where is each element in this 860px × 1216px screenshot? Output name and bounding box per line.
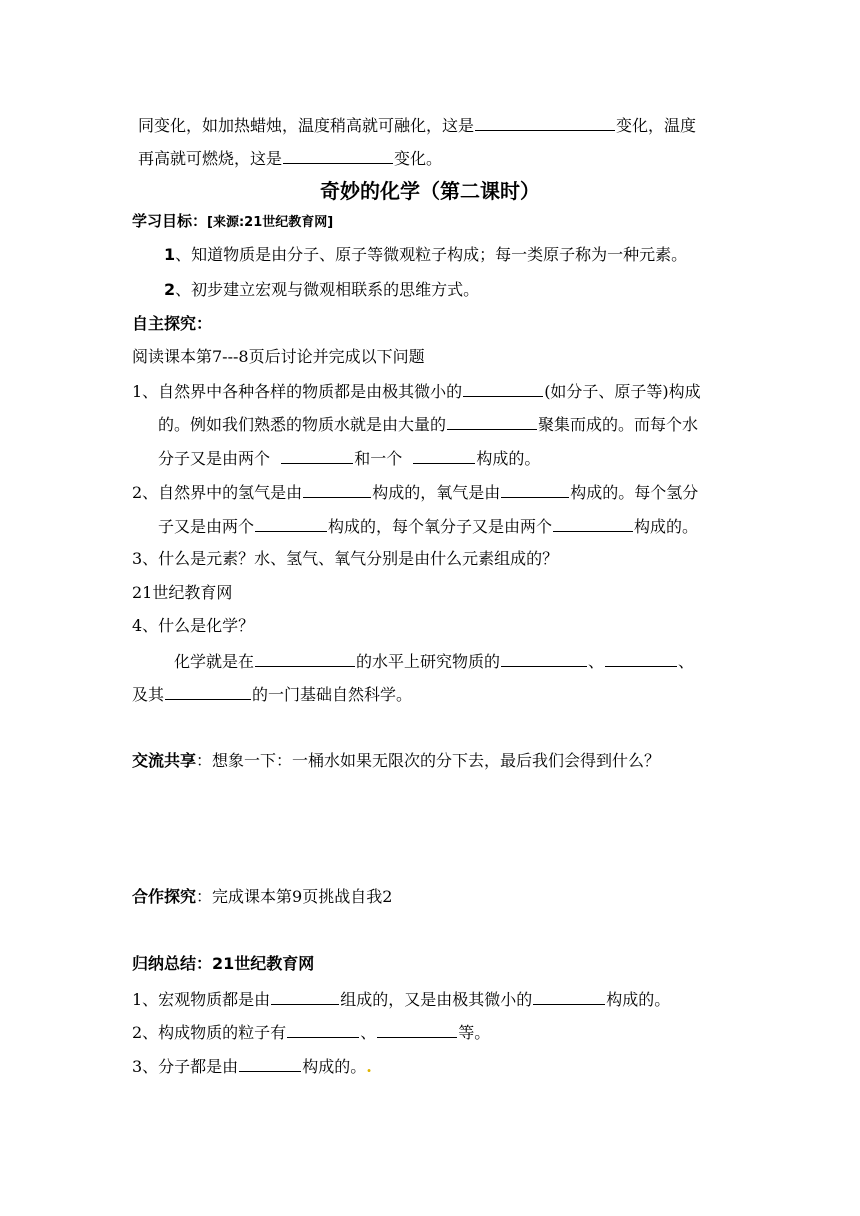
intro-text: 变化，温度 <box>616 116 697 135</box>
intro-line-2 <box>138 147 442 170</box>
summary-item-1 <box>132 988 670 1011</box>
question-text: 构成的。 <box>634 517 699 536</box>
question-text: 构成的，氧气是由 <box>372 483 501 502</box>
question-text: 2、自然界中的氢气是由 <box>132 483 303 502</box>
question-text: 子又是由两个 <box>158 517 255 536</box>
question-text: 的水平上研究物质的 <box>356 652 501 671</box>
source-note: [来源:21世纪教育网] <box>207 215 334 230</box>
question-4-line-1 <box>174 650 694 673</box>
objective-number: 1 <box>164 245 176 264</box>
question-text: 、 <box>588 652 605 671</box>
question-text: 分子又是由两个 <box>158 449 271 468</box>
question-2-line-2 <box>158 515 698 538</box>
question-1-line-3 <box>158 447 540 470</box>
summary-text: 3、分子都是由 <box>132 1057 239 1076</box>
question-3: 3、什么是元素？水、氢气、氧气分别是由什么元素组成的？ <box>132 549 559 568</box>
answer-blank[interactable] <box>239 1055 301 1072</box>
answer-blank[interactable] <box>303 481 371 498</box>
share-section <box>132 750 660 772</box>
summary-text: 组成的，又是由极其微小的 <box>340 990 533 1009</box>
answer-blank[interactable] <box>283 147 393 164</box>
summary-text: 等。 <box>458 1023 491 1042</box>
question-text: 的一门基础自然科学。 <box>252 685 413 704</box>
share-text: ：想象一下：一桶水如果无限次的分下去，最后我们会得到什么？ <box>196 751 661 770</box>
answer-blank[interactable] <box>501 481 569 498</box>
cooperate-heading: 合作探究 <box>132 887 197 906</box>
answer-blank[interactable] <box>605 650 677 667</box>
question-2-line-1 <box>132 481 698 504</box>
explore-instruction: 阅读课本第7---8页后讨论并完成以下问题 <box>132 347 425 366</box>
question-1-line-1 <box>132 380 701 403</box>
objectives-heading: 学习目标： <box>132 212 208 230</box>
answer-blank[interactable] <box>255 515 327 532</box>
intro-line-1 <box>138 114 696 137</box>
summary-text: 2、构成物质的粒子有 <box>132 1023 287 1042</box>
objective-text: 、初步建立宏观与微观相联系的思维方式。 <box>175 280 480 299</box>
answer-blank[interactable] <box>413 447 475 464</box>
summary-item-3 <box>132 1055 372 1078</box>
summary-text: 1、宏观物质都是由 <box>132 990 271 1009</box>
answer-blank[interactable] <box>165 683 251 700</box>
objectives-header <box>132 210 333 234</box>
objective-number: 2 <box>164 280 176 299</box>
answer-blank[interactable] <box>501 650 587 667</box>
summary-item-2 <box>132 1021 490 1044</box>
share-heading: 交流共享 <box>132 751 197 770</box>
watermark-text: 21世纪教育网 <box>132 583 233 602</box>
question-4-line-2 <box>132 683 412 706</box>
intro-text: 变化。 <box>394 149 443 168</box>
summary-text: 构成的。 <box>606 990 671 1009</box>
question-4: 4、什么是化学？ <box>132 616 255 635</box>
highlight-dot: . <box>366 1057 372 1076</box>
answer-blank[interactable] <box>377 1021 457 1038</box>
answer-blank[interactable] <box>447 413 537 430</box>
summary-heading: 归纳总结：21世纪教育网 <box>132 954 315 973</box>
answer-blank[interactable] <box>533 988 605 1005</box>
question-text: 构成的，每个氧分子又是由两个 <box>328 517 553 536</box>
question-text: 、 <box>678 652 695 671</box>
question-text: 和一个 <box>354 449 403 468</box>
answer-blank[interactable] <box>271 988 339 1005</box>
intro-text: 同变化，如加热蜡烛，温度稍高就可融化，这是 <box>138 116 475 135</box>
question-text: 构成的。 <box>476 449 541 468</box>
answer-blank[interactable] <box>255 650 355 667</box>
objective-item-2 <box>164 279 479 301</box>
question-text: 及其 <box>132 685 165 704</box>
intro-text: 再高就可燃烧，这是 <box>138 149 283 168</box>
summary-text: 、 <box>360 1023 377 1042</box>
explore-heading: 自主探究： <box>132 314 213 333</box>
question-text: (如分子、原子等)构成 <box>544 382 701 401</box>
question-text: 的。例如我们熟悉的物质水就是由大量的 <box>158 415 447 434</box>
objective-text: 、知道物质是由分子、原子等微观粒子构成；每一类原子称为一种元素。 <box>175 245 688 264</box>
summary-text: 构成的。 <box>302 1057 367 1076</box>
lesson-title: 奇妙的化学（第二课时） <box>320 179 540 203</box>
answer-blank[interactable] <box>281 447 353 464</box>
question-1-line-2 <box>158 413 698 436</box>
objective-item-1 <box>164 244 687 266</box>
answer-blank[interactable] <box>553 515 633 532</box>
answer-blank[interactable] <box>463 380 543 397</box>
cooperate-text: ：完成课本第9页挑战自我2 <box>196 887 393 906</box>
cooperate-section <box>132 886 392 908</box>
question-text: 1、自然界中各种各样的物质都是由极其微小的 <box>132 382 463 401</box>
answer-blank[interactable] <box>475 114 615 131</box>
question-text: 聚集而成的。而每个水 <box>538 415 699 434</box>
question-text: 构成的。每个氢分 <box>570 483 699 502</box>
answer-blank[interactable] <box>287 1021 359 1038</box>
question-text: 化学就是在 <box>174 652 255 671</box>
